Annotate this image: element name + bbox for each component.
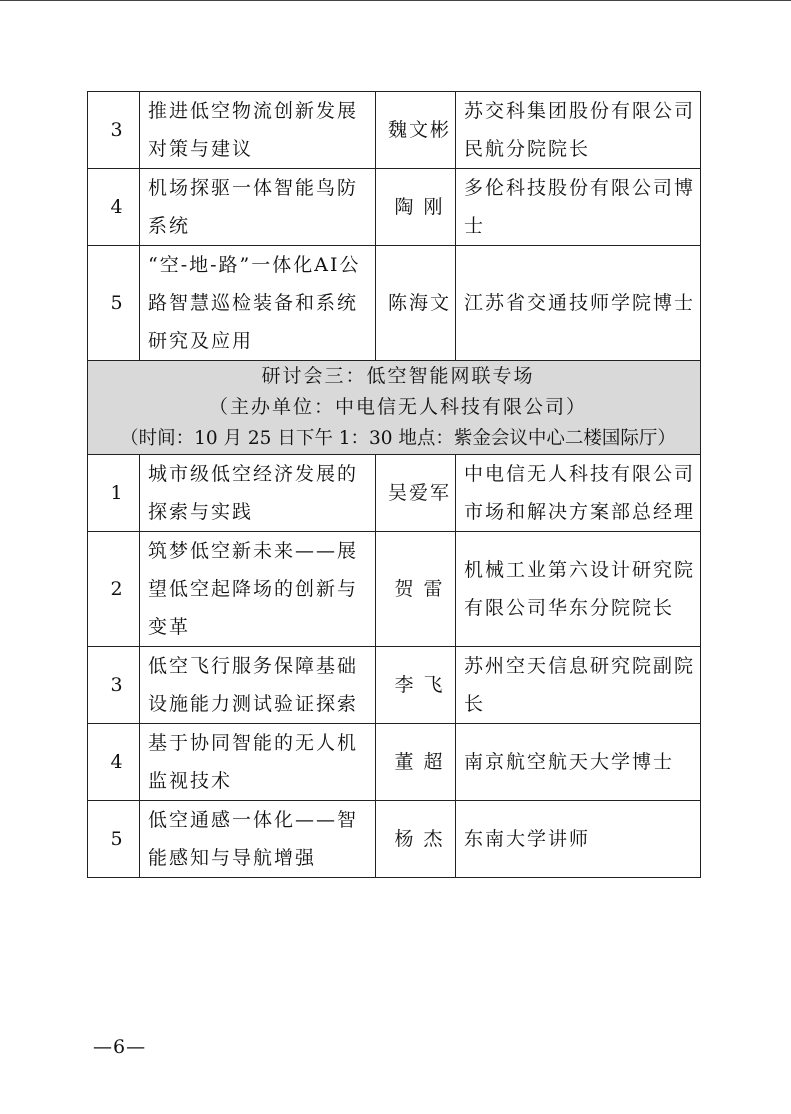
affiliation-cell: 中电信无人科技有限公司市场和解决方案部总经理 — [456, 455, 701, 532]
top-rule — [0, 0, 791, 1]
row-number: 3 — [88, 92, 140, 169]
affiliation-cell: 东南大学讲师 — [456, 801, 701, 878]
affiliation-cell: 南京航空航天大学博士 — [456, 724, 701, 801]
table-row — [88, 801, 701, 878]
table-row — [88, 647, 701, 724]
section-host: （主办单位：中电信无人科技有限公司） — [208, 396, 587, 418]
affiliation-cell: 机械工业第六设计研究院有限公司华东分院院长 — [456, 532, 701, 647]
table-row — [88, 455, 701, 532]
table-row — [88, 169, 701, 246]
row-number: 5 — [88, 246, 140, 361]
page-number: —6— — [93, 1036, 147, 1058]
speaker-cell: 杨 杰 — [376, 801, 456, 878]
row-number: 5 — [88, 801, 140, 878]
topic-cell: 低空飞行服务保障基础设施能力测试验证探索 — [140, 647, 376, 724]
row-number: 4 — [88, 724, 140, 801]
topic-cell: “空-地-路”一体化AI公路智慧巡检装备和系统研究及应用 — [140, 246, 376, 361]
topic-cell: 基于协同智能的无人机监视技术 — [140, 724, 376, 801]
affiliation-cell: 苏州空天信息研究院副院长 — [456, 647, 701, 724]
row-number: 2 — [88, 532, 140, 647]
speaker-cell: 陶 刚 — [376, 169, 456, 246]
speaker-cell: 贺 雷 — [376, 532, 456, 647]
speaker-cell: 李 飞 — [376, 647, 456, 724]
speaker-cell: 魏文彬 — [376, 92, 456, 169]
topic-cell: 机场探驱一体智能鸟防系统 — [140, 169, 376, 246]
row-number: 3 — [88, 647, 140, 724]
affiliation-cell: 多伦科技股份有限公司博士 — [456, 169, 701, 246]
row-number: 1 — [88, 455, 140, 532]
table-row — [88, 246, 701, 361]
topic-cell: 城市级低空经济发展的探索与实践 — [140, 455, 376, 532]
speaker-cell: 陈海文 — [376, 246, 456, 361]
speaker-cell: 董 超 — [376, 724, 456, 801]
row-number: 4 — [88, 169, 140, 246]
table-row — [88, 92, 701, 169]
topic-cell: 筑梦低空新未来——展望低空起降场的创新与变革 — [140, 532, 376, 647]
schedule-table — [87, 91, 701, 878]
section-title: 研讨会三：低空智能网联专场 — [261, 365, 535, 387]
topic-cell: 低空通感一体化——智能感知与导航增强 — [140, 801, 376, 878]
table-row — [88, 724, 701, 801]
table-row — [88, 532, 701, 647]
speaker-cell: 吴爱军 — [376, 455, 456, 532]
affiliation-cell: 苏交科集团股份有限公司民航分院院长 — [456, 92, 701, 169]
affiliation-cell: 江苏省交通技师学院博士 — [456, 246, 701, 361]
topic-cell: 推进低空物流创新发展对策与建议 — [140, 92, 376, 169]
section-header — [88, 361, 701, 455]
section-time-place: （时间：10 月 25 日下午 1：30 地点：紫金会议中心二楼国际厅） — [120, 428, 676, 449]
section-header-row — [88, 361, 701, 455]
